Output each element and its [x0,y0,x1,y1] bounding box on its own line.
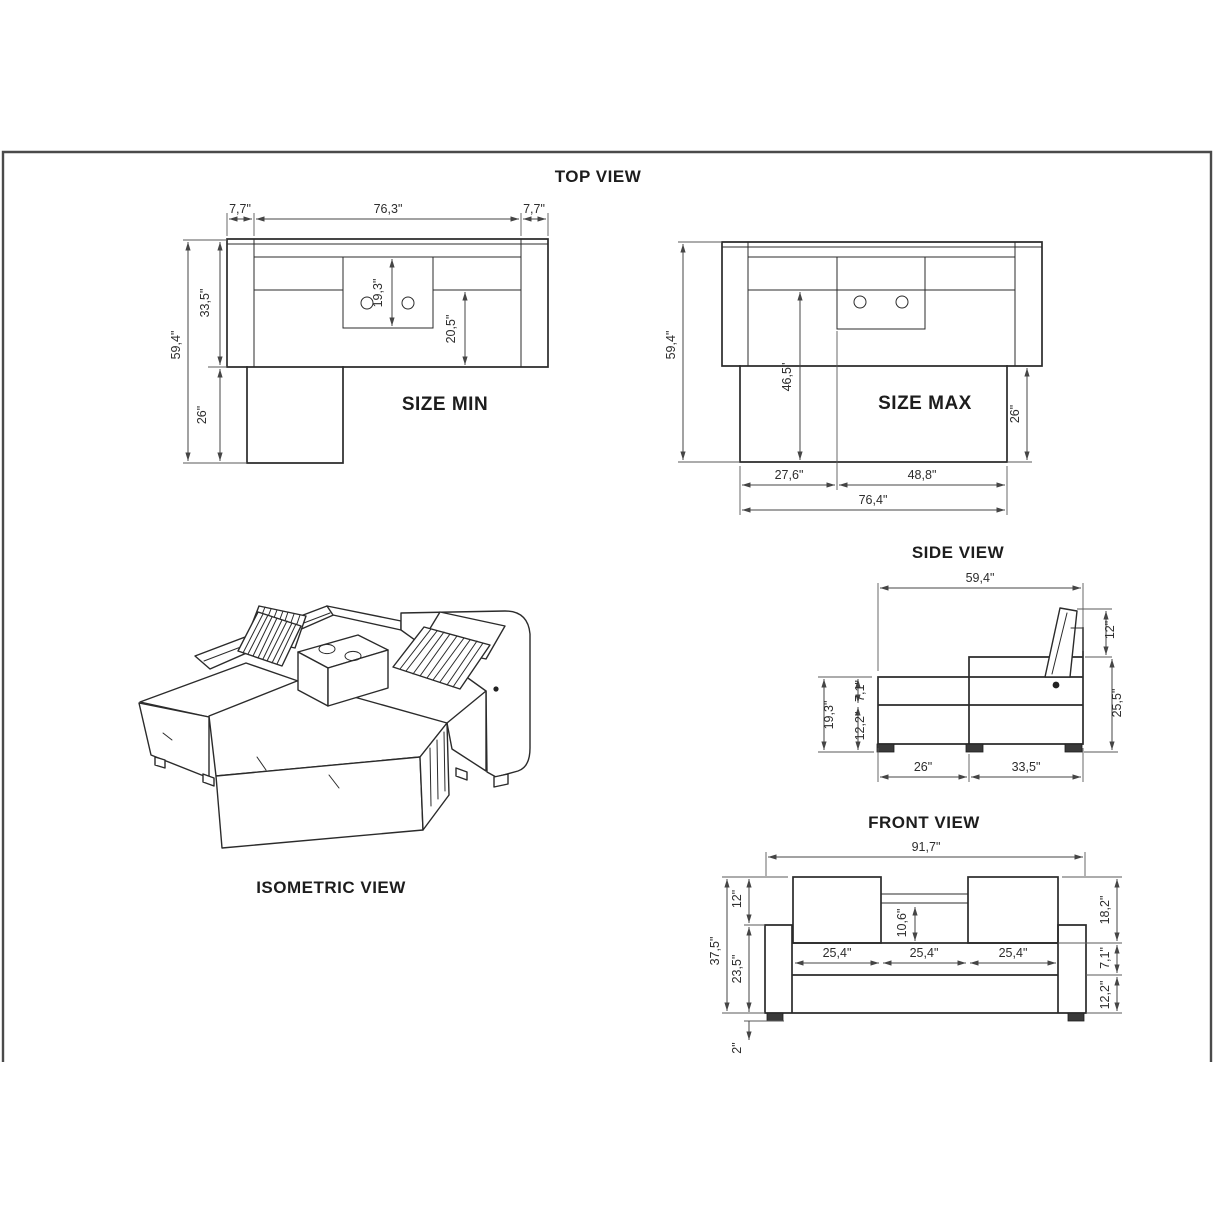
front-console-lines [881,894,968,903]
side-view [818,571,1124,782]
dim-label-depth-total-max: 59,4" [664,330,678,360]
dim-label-arm-left: 7,7" [229,202,251,216]
side-foot-right [1065,744,1082,752]
chaise-outline-min [247,367,343,463]
dim-label-left-height: 19,3" [822,700,836,730]
iso-usb-port [493,686,498,691]
extension-lines-min [183,213,548,463]
page-border-frame [3,152,1211,1062]
dim-label-body-depth: 33,5" [198,288,212,318]
dim-label-leg-height: 2" [730,1042,744,1054]
sofa-body-outline-min [227,239,548,367]
front-body-lines [765,925,1086,1013]
dim-label-bed-left: 27,6" [774,468,804,482]
front-backrest-right [968,877,1058,943]
sofa-body-outline-max [722,242,1042,366]
dim-label-chaise-length: 26" [913,760,933,774]
cup-holder-right-max [896,296,908,308]
isometric-view-title: ISOMETRIC VIEW [256,878,406,897]
front-foot-left [767,1013,783,1021]
top-view-title: TOP VIEW [554,167,642,186]
dim-label-bed-right: 48,8" [907,468,937,482]
size-max-label: SIZE MAX [878,393,972,414]
dim-label-back-drop: 12" [730,889,744,909]
iso-chaise-front-face [139,703,209,778]
console-outline-min [343,257,433,328]
extension-lines-max [678,242,1032,515]
sofa-inner-lines-min [227,239,548,367]
dim-label-bed-ext: 26" [1008,404,1022,424]
dim-label-bed-depth: 46,5" [780,362,794,392]
sofa-inner-lines-max [722,242,1042,366]
side-backrest [1045,608,1077,677]
dim-label-front-cushion: 7,1" [1098,947,1112,969]
dim-label-seat-depth: 20,5" [444,314,458,344]
dim-label-seat-length: 33,5" [1011,760,1041,774]
dim-label-console-depth: 19,3" [371,278,385,308]
isometric-view-drawing [139,606,530,848]
dim-label-total-height: 37,5" [708,936,722,966]
dim-label-chaise-ext-min: 26" [195,405,209,425]
cup-holder-right-min [402,297,414,309]
iso-back-rail [327,606,401,630]
side-foot-left [877,744,894,752]
iso-base-right [447,691,486,771]
dim-label-console-gap: 10,6" [895,908,909,938]
side-usb-button [1053,682,1060,689]
dim-label-seat-w2: 25,4" [909,946,939,960]
dim-label-front-width: 91,7" [911,840,941,854]
front-view [708,840,1122,1054]
dim-label-back-total: 18,2" [1098,895,1112,925]
dim-label-back-width: 76,3" [373,202,403,216]
front-foot-right [1068,1013,1084,1021]
console-outline-max [837,257,925,329]
dim-label-base-height: 12,2" [853,711,867,741]
dim-label-depth-total-min: 59,4" [169,330,183,360]
size-min-label: SIZE MIN [401,394,489,415]
dim-label-back-height: 12" [1103,620,1117,640]
dim-label-right-height: 25,5" [1110,688,1124,718]
front-view-title: FRONT VIEW [868,813,980,832]
front-backrest-left [793,877,881,943]
front-extension-lines [722,852,1122,1021]
dim-label-arm-height: 23,5" [730,954,744,984]
dim-label-arm-right: 7,7" [523,202,545,216]
dim-label-front-base: 12,2" [1098,980,1112,1010]
dim-label-side-length: 59,4" [965,571,995,585]
top-view-size-max [664,242,1042,515]
side-foot-middle [966,744,983,752]
dim-label-bed-width: 76,4" [858,493,888,507]
dim-label-cushion-height: 7,1" [853,680,867,702]
top-view-size-min [169,202,548,463]
side-view-title: SIDE VIEW [911,543,1005,562]
dim-label-seat-w3: 25,4" [998,946,1028,960]
cup-holder-left-max [854,296,866,308]
dim-label-seat-w1: 25,4" [822,946,852,960]
